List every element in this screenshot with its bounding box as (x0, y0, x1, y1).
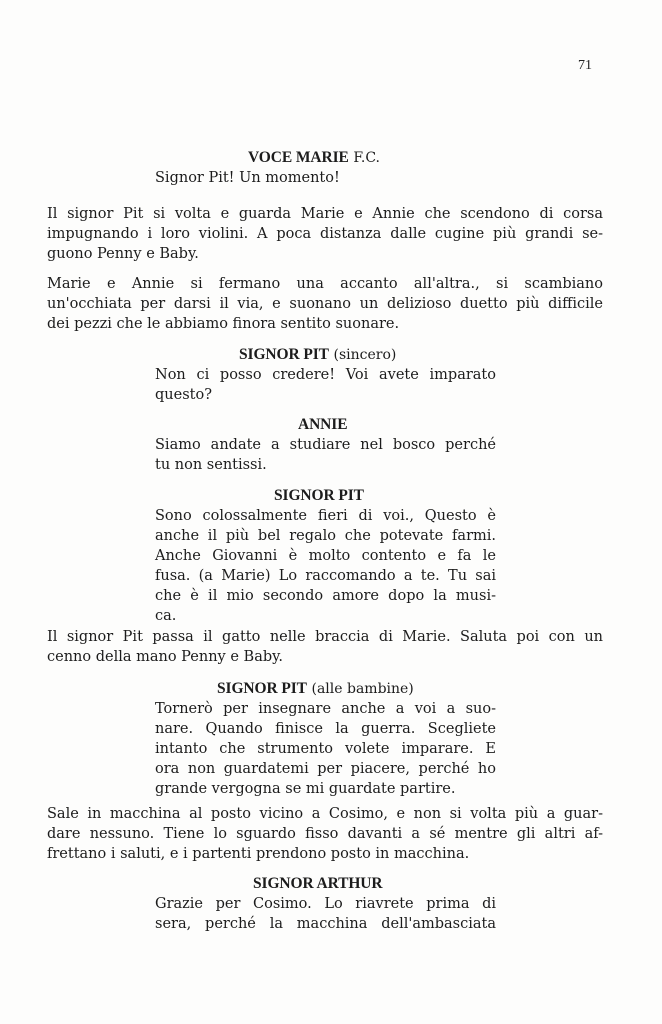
dialogue-line: Tornerò per insegnare anche a voi a suo- (155, 701, 496, 717)
character-name: VOCE MARIE (248, 149, 349, 166)
dialogue-line: grande vergogna se mi guardate partire. (155, 781, 456, 797)
dialogue-line: Grazie per Cosimo. Lo riavrete prima di (155, 896, 496, 912)
action-line: un'occhiata per darsi il via, e suonano un delizioso duetto più difficile (47, 296, 603, 312)
action-line: impugnando i loro violini. A poca distanza dalle cugine più grandi se- (47, 226, 603, 242)
character-cue (274, 486, 364, 506)
dialogue-line: questo? (155, 387, 212, 403)
action-line: cenno della mano Penny e Baby. (47, 649, 283, 665)
page-number: 71 (578, 58, 592, 73)
character-name: SIGNOR PIT (274, 487, 364, 504)
dialogue-line: anche il più bel regalo che potevate farmi. (155, 528, 496, 544)
action-line: Il signor Pit si volta e guarda Marie e Annie che scendono di corsa (47, 206, 603, 222)
cue-extension: F.C. (353, 150, 380, 166)
dialogue-line: che è il mio secondo amore dopo la musi- (155, 588, 496, 604)
dialogue-line: Siamo andate a studiare nel bosco perché (155, 437, 496, 453)
dialogue-line: Signor Pit! Un momento! (155, 170, 340, 186)
character-cue (298, 415, 347, 435)
character-name: SIGNOR ARTHUR (253, 875, 383, 892)
cue-extension: (sincero) (333, 347, 397, 363)
action-line: dare nessuno. Tiene lo sguardo fisso davanti a sé mentre gli altri af- (47, 826, 603, 842)
action-line: Marie e Annie si fermano una accanto all'altra., si scambiano (47, 276, 603, 292)
dialogue-line: ca. (155, 608, 177, 624)
dialogue-line: Non ci posso credere! Voi avete imparato (155, 367, 496, 383)
dialogue-line: intanto che strumento volete imparare. E (155, 741, 496, 757)
character-name: ANNIE (298, 416, 348, 433)
character-cue (248, 148, 380, 168)
dialogue-line: sera, perché la macchina dell'ambasciata (155, 916, 496, 932)
dialogue-line: nare. Quando finisce la guerra. Scegliete (155, 721, 496, 737)
character-cue (253, 874, 383, 894)
action-line: Il signor Pit passa il gatto nelle braccia di Marie. Saluta poi con un (47, 629, 603, 645)
dialogue-line: tu non sentissi. (155, 457, 267, 473)
dialogue-line: Anche Giovanni è molto contento e fa le (155, 548, 496, 564)
dialogue-line: fusa. (a Marie) Lo raccomando a te. Tu sai (155, 568, 496, 584)
action-line: Sale in macchina al posto vicino a Cosimo, e non si volta più a guar- (47, 806, 603, 822)
character-cue (239, 345, 396, 365)
character-name: SIGNOR PIT (239, 346, 329, 363)
action-line: guono Penny e Baby. (47, 246, 199, 262)
dialogue-line: Sono colossalmente fieri di voi., Questo è (155, 508, 496, 524)
dialogue-line: ora non guardatemi per piacere, perché ho (155, 761, 496, 777)
character-name: SIGNOR PIT (217, 680, 307, 697)
action-line: frettano i saluti, e i partenti prendono posto in macchina. (47, 846, 470, 862)
action-line: dei pezzi che le abbiamo finora sentito suonare. (47, 316, 400, 332)
cue-extension: (alle bambine) (311, 681, 414, 697)
character-cue (217, 679, 414, 699)
